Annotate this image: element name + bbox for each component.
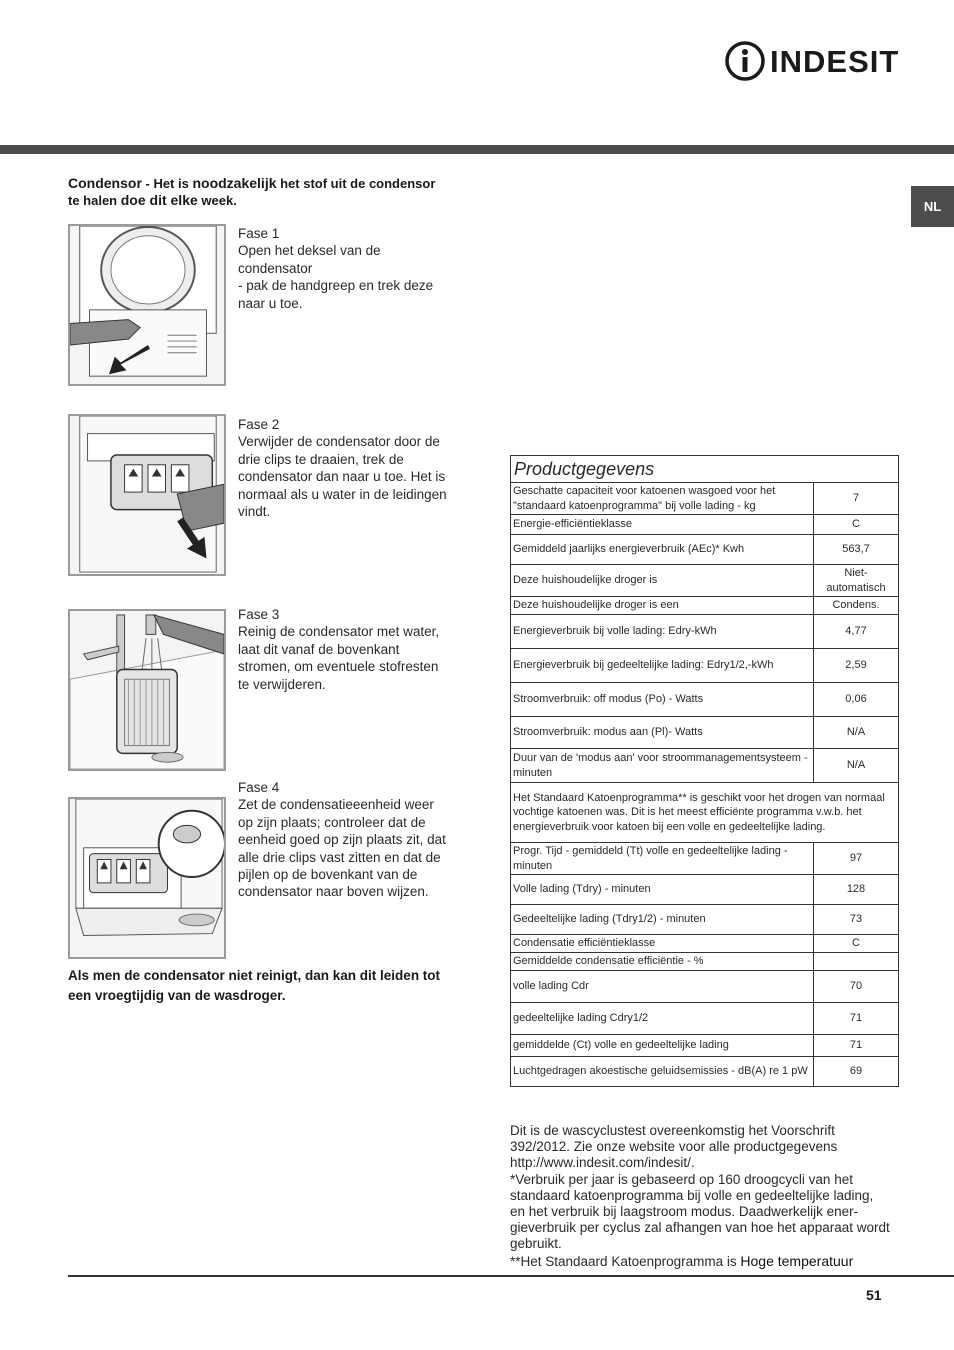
language-tab: NL (911, 186, 954, 227)
row-label: Stroomverbruik: modus aan (Pl)- Watts (511, 717, 814, 749)
table-row (511, 875, 899, 905)
row-value: 69 (814, 1057, 899, 1087)
phase-4-text (238, 779, 448, 901)
row-value: 71 (814, 1035, 899, 1057)
row-value: 71 (814, 1003, 899, 1035)
standard-program-note: Het Standaard Katoenprogramma** is geschikt voor het drogen van normaal vochtige katoenen was. Dit is het meest efficiënte programma v.w.b. het energieverbruik voor katoen bij een volle en gedeeltelijke lading. (511, 783, 899, 843)
row-label: Deze huishoudelijke droger is (511, 565, 814, 597)
table-row (511, 515, 899, 535)
row-label: Duur van de 'modus aan' voor stroommanagementsysteem - minuten (511, 749, 814, 783)
phase-3-description: Reinig de condensator met water, laat dit vanaf de bovenkant stromen, om eventuele stofresten te verwijderen. (238, 624, 440, 692)
phase-1-illustration (68, 224, 226, 386)
table-row (511, 615, 899, 649)
phase-4-description: Zet de condensatieeenheid weer op zijn plaats; controleer dat de eenheid goed op zijn plaats zit, dat alle drie clips vast zitten en dat de pijlen op de bovenkant van de condensator naar boven wijzen. (238, 797, 446, 900)
footnote-highlight: Hoge temperatuur (740, 1252, 854, 1269)
table-row (511, 535, 899, 565)
table-row (511, 1003, 899, 1035)
row-value: C (814, 935, 899, 953)
row-value (814, 953, 899, 971)
row-label: gemiddelde (Ct) volle en gedeeltelijke lading (511, 1035, 814, 1057)
table-row (511, 1035, 899, 1057)
condenser-heading: Condensor - Het is noodzakelijk het stof uit de condensor te halen doe dit elke week. (68, 175, 436, 208)
condenser-reinsert-drawing (70, 799, 224, 957)
table-note-row (511, 783, 899, 843)
table-row (511, 843, 899, 875)
row-label: Gemiddelde condensatie efficiëntie - % (511, 953, 814, 971)
row-label: Geschatte capaciteit voor katoenen wasgoed voor het "standaard katoenprogramma" bij volle lading - kg (511, 483, 814, 515)
phase-2-title: Fase 2 (238, 417, 280, 432)
condenser-removal-drawing (70, 416, 224, 574)
row-label: Gemiddeld jaarlijks energieverbruik (AEc)* Kwh (511, 535, 814, 565)
row-label: Deze huishoudelijke droger is een (511, 597, 814, 615)
table-row (511, 905, 899, 935)
table-row (511, 649, 899, 683)
row-label: Luchtgedragen akoestische geluidsemissies - dB(A) re 1 pW (511, 1057, 814, 1087)
footnote (510, 1123, 890, 1270)
table-title-row (511, 456, 899, 483)
table-row (511, 483, 899, 515)
row-value: Condens. (814, 597, 899, 615)
row-value: 73 (814, 905, 899, 935)
row-label: Condensatie efficiëntieklasse (511, 935, 814, 953)
row-label: Energieverbruik bij gedeeltelijke lading: Edry1/2,-kWh (511, 649, 814, 683)
row-label: volle lading Cdr (511, 971, 814, 1003)
brand-name: INDESIT (770, 44, 900, 79)
table-row (511, 749, 899, 783)
row-label: Energieverbruik bij volle lading: Edry-kWh (511, 615, 814, 649)
footer-divider (68, 1275, 954, 1277)
row-value: N/A (814, 717, 899, 749)
row-label: Gedeeltelijke lading (Tdry1/2) - minuten (511, 905, 814, 935)
phase-1-description: Open het deksel van de condensator - pak de handgreep en trek deze naar u toe. (238, 243, 434, 311)
row-value: 4,77 (814, 615, 899, 649)
phase-2-text (238, 416, 448, 520)
phase-4-title: Fase 4 (238, 780, 280, 795)
product-data-table (510, 455, 899, 1087)
phase-4-illustration (68, 797, 226, 959)
row-value: 97 (814, 843, 899, 875)
table-row (511, 597, 899, 615)
page-number: 51 (866, 1287, 882, 1303)
row-value: C (814, 515, 899, 535)
row-value: Niet- automatisch (814, 565, 899, 597)
header-divider (0, 145, 954, 154)
row-value: 563,7 (814, 535, 899, 565)
indesit-i-icon (724, 40, 768, 82)
phase-2-illustration (68, 414, 226, 576)
table-row (511, 683, 899, 717)
table-row (511, 1057, 899, 1087)
table-row (511, 971, 899, 1003)
row-label: Energie-efficiëntieklasse (511, 515, 814, 535)
row-label: gedeeltelijke lading Cdry1/2 (511, 1003, 814, 1035)
row-value: 70 (814, 971, 899, 1003)
dryer-open-lid-drawing (70, 226, 224, 384)
phase-1-text (238, 225, 448, 312)
table-row (511, 953, 899, 971)
phase-2-description: Verwijder de condensator door de drie clips te draaien, trek de condensator dan naar u toe. Het is normaal als u water in de leidingen vindt. (238, 434, 447, 520)
row-value: 7 (814, 483, 899, 515)
cleaning-warning: Als men de condensator niet reinigt, dan kan dit leiden tot een vroegtijdig van de wasdroger. (68, 968, 441, 1003)
phase-3-title: Fase 3 (238, 607, 280, 622)
table-title: Productgegevens (511, 456, 899, 483)
row-value: 2,59 (814, 649, 899, 683)
footnote-text: Dit is de wascyclustest overeenkomstig het Voorschrift 392/2012. Zie onze website voor alle productgegevens http://www.indesit.com/indesit/. *Verbruik per jaar is gebaseerd op 160 droogcycli van het standaard katoenprogramma bij volle en gedeeltelijke lading, en het verbruik bij laagstroom modus. Daadwerkelijk ener-gieverbruik per cyclus zal afhangen van hoe het apparaat wordt gebruikt. **Het Standaard Katoenprogramma is (510, 1123, 890, 1269)
row-label: Progr. Tijd - gemiddeld (Tt) volle en gedeeltelijke lading - minuten (511, 843, 814, 875)
row-value: 0,06 (814, 683, 899, 717)
row-label: Volle lading (Tdry) - minuten (511, 875, 814, 905)
row-value: 128 (814, 875, 899, 905)
table-row (511, 717, 899, 749)
table-row (511, 565, 899, 597)
phase-3-text (238, 606, 448, 693)
row-label: Stroomverbruik: off modus (Po) - Watts (511, 683, 814, 717)
row-value: N/A (814, 749, 899, 783)
phase-3-illustration (68, 609, 226, 771)
condenser-rinse-drawing (70, 611, 224, 769)
phase-1-title: Fase 1 (238, 226, 280, 241)
table-row (511, 935, 899, 953)
